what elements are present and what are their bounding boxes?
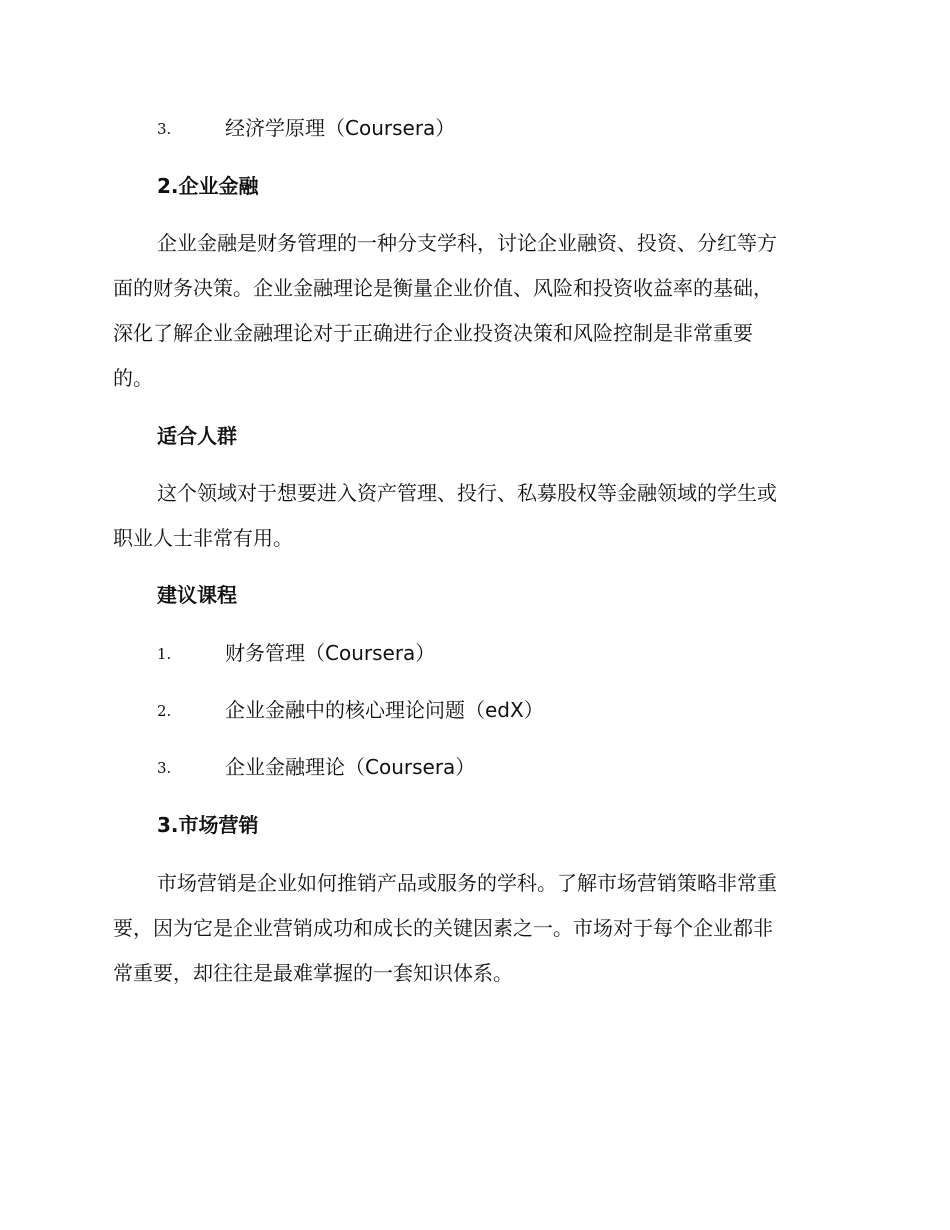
section-heading-marketing: 3.市场营销 — [157, 813, 259, 837]
list-item — [157, 639, 837, 667]
paragraph-line: 深化了解企业金融理论对于正确进行企业投资决策和风险控制是非常重要 — [113, 321, 753, 345]
paragraph-line: 常重要，却往往是最难掌握的一套知识体系。 — [113, 961, 513, 985]
paragraph-line: 企业金融是财务管理的一种分支学科，讨论企业融资、投资、分红等方 — [157, 231, 777, 255]
list-number: 2. — [157, 702, 172, 720]
list-text: 企业金融理论（Coursera） — [225, 755, 476, 779]
list-item — [157, 696, 837, 724]
subheading-courses: 建议课程 — [157, 583, 237, 607]
subheading-audience: 适合人群 — [157, 424, 237, 448]
list-item — [157, 114, 837, 142]
list-item — [157, 753, 837, 781]
paragraph-line: 市场营销是企业如何推销产品或服务的学科。了解市场营销策略非常重 — [157, 871, 777, 895]
paragraph-line: 这个领域对于想要进入资产管理、投行、私募股权等金融领域的学生或 — [157, 481, 777, 505]
list-number: 3. — [157, 759, 172, 777]
list-number: 1. — [157, 645, 172, 663]
paragraph-line: 职业人士非常有用。 — [113, 526, 293, 550]
section-heading-corp-finance: 2.企业金融 — [157, 174, 259, 198]
paragraph-line: 要，因为它是企业营销成功和成长的关键因素之一。市场对于每个企业都非 — [113, 916, 773, 940]
paragraph-line: 面的财务决策。企业金融理论是衡量企业价值、风险和投资收益率的基础， — [113, 276, 773, 300]
list-text: 经济学原理（Coursera） — [225, 116, 456, 140]
list-number: 3. — [157, 120, 172, 138]
paragraph-line: 的。 — [113, 366, 153, 390]
list-text: 企业金融中的核心理论问题（edX） — [225, 698, 544, 722]
list-text: 财务管理（Coursera） — [225, 641, 436, 665]
